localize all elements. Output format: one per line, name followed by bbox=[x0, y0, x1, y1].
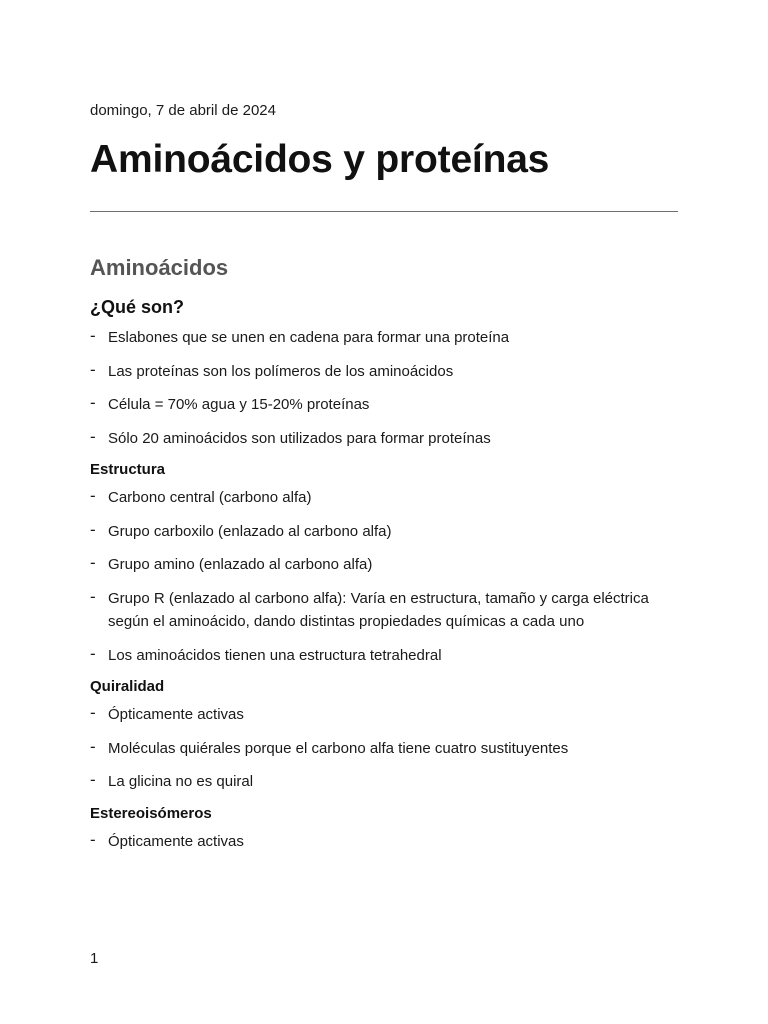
subheading-estereoisomeros: Estereoisómeros bbox=[90, 804, 212, 822]
list-item-text: Eslabones que se unen en cadena para formar una proteína bbox=[108, 329, 510, 346]
bullet-dash: - bbox=[90, 426, 96, 446]
list-item-text: Carbono central (carbono alfa) bbox=[108, 489, 312, 506]
bullet-dash: - bbox=[90, 829, 96, 849]
bullet-dash: - bbox=[90, 553, 96, 572]
list-item bbox=[90, 553, 680, 577]
list-item-text: Grupo carboxilo (enlazado al carbono alfa) bbox=[108, 522, 392, 540]
list-item bbox=[90, 587, 680, 634]
page-number: 1 bbox=[90, 950, 99, 967]
list-item-text: La glicina no es quiral bbox=[108, 773, 254, 790]
list-quiralidad bbox=[90, 703, 680, 794]
bullet-dash: - bbox=[90, 486, 96, 505]
document-date: domingo, 7 de abril de 2024 bbox=[90, 102, 276, 119]
bullet-dash: - bbox=[90, 359, 96, 379]
page-title: Aminoácidos y proteínas bbox=[90, 138, 550, 181]
list-item bbox=[90, 486, 680, 510]
bullet-dash: - bbox=[90, 393, 96, 412]
bullet-dash: - bbox=[90, 586, 96, 606]
bullet-dash: - bbox=[90, 703, 96, 722]
section-heading-aminoacidos: Aminoácidos bbox=[90, 255, 229, 280]
list-item bbox=[90, 737, 680, 761]
list-item bbox=[90, 830, 680, 854]
bullet-dash: - bbox=[90, 519, 96, 539]
subheading-que-son: ¿Qué son? bbox=[90, 297, 184, 317]
list-item bbox=[90, 427, 680, 451]
bullet-dash: - bbox=[90, 736, 96, 756]
list-item bbox=[90, 393, 680, 417]
list-item bbox=[90, 644, 680, 668]
subheading-estructura: Estructura bbox=[90, 461, 166, 478]
list-item-text: Las proteínas son los polímeros de los aminoácidos bbox=[108, 362, 454, 380]
list-item-text: Ópticamente activas bbox=[108, 832, 244, 850]
list-item-text: Ópticamente activas bbox=[108, 706, 244, 723]
bullet-dash: - bbox=[90, 770, 96, 789]
document-content bbox=[90, 252, 680, 863]
list-estructura bbox=[90, 486, 680, 667]
list-item-text: Los aminoácidos tienen una estructura tetrahedral bbox=[108, 646, 442, 664]
list-estereoisomeros bbox=[90, 830, 680, 854]
bullet-dash: - bbox=[90, 643, 96, 663]
list-item-text: Moléculas quiérales porque el carbono alfa tiene cuatro sustituyentes bbox=[108, 739, 569, 757]
list-item bbox=[90, 703, 680, 727]
bullet-dash: - bbox=[90, 326, 96, 345]
list-item-text: Grupo amino (enlazado al carbono alfa) bbox=[108, 556, 373, 573]
title-divider bbox=[90, 211, 678, 212]
list-item bbox=[90, 770, 680, 794]
list-item-text: Grupo R (enlazado al carbono alfa): Varía en estructura, tamaño y carga eléctrica según el aminoácido, dando distintas propiedades químicas a cada uno bbox=[108, 589, 649, 630]
list-item bbox=[90, 520, 680, 544]
subheading-quiralidad: Quiralidad bbox=[90, 678, 165, 695]
list-que-son bbox=[90, 326, 680, 450]
list-item-text: Sólo 20 aminoácidos son utilizados para formar proteínas bbox=[108, 429, 491, 447]
list-item bbox=[90, 360, 680, 384]
list-item bbox=[90, 326, 680, 350]
list-item-text: Célula = 70% agua y 15-20% proteínas bbox=[108, 396, 370, 413]
